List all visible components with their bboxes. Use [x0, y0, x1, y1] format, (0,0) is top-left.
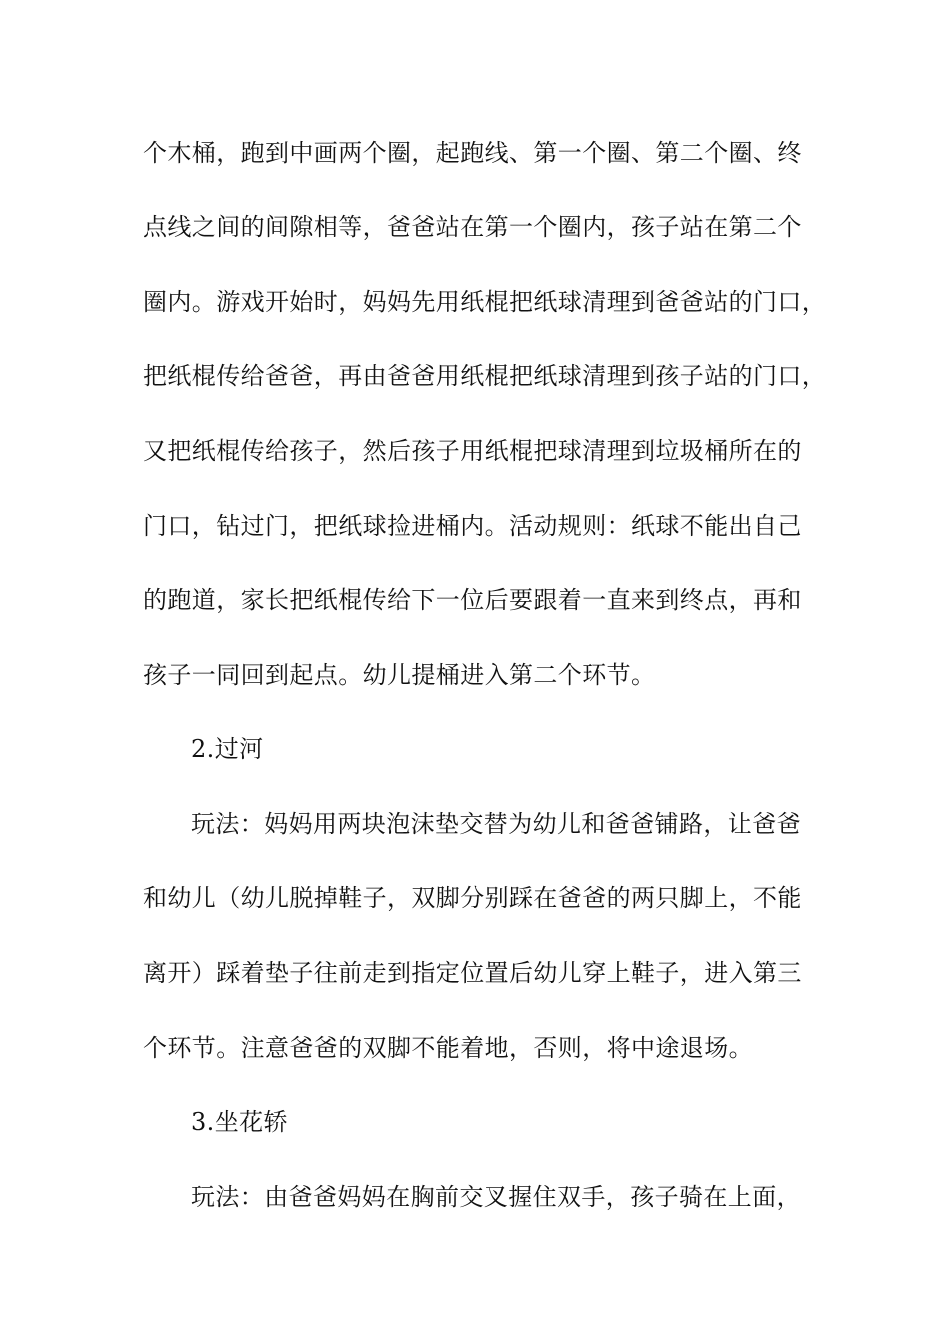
section-heading: 2.过河 — [191, 735, 264, 763]
paragraph-line: 离开）踩着垫子往前走到指定位置后幼儿穿上鞋子，进入第三 — [143, 959, 802, 987]
paragraph-line: 个木桶，跑到中画两个圈，起跑线、第一个圈、第二个圈、终 — [143, 139, 802, 167]
paragraph-line: 圈内。游戏开始时，妈妈先用纸棍把纸球清理到爸爸站的门口， — [143, 288, 827, 316]
paragraph-line: 门口，钻过门，把纸球捡进桶内。活动规则：纸球不能出自己 — [143, 512, 802, 540]
paragraph-line: 孩子一同回到起点。幼儿提桶进入第二个环节。 — [143, 661, 656, 689]
paragraph-line: 点线之间的间隙相等，爸爸站在第一个圈内，孩子站在第二个 — [143, 213, 802, 241]
paragraph-line: 和幼儿（幼儿脱掉鞋子，双脚分别踩在爸爸的两只脚上，不能 — [143, 884, 802, 912]
paragraph-line: 又把纸棍传给孩子，然后孩子用纸棍把球清理到垃圾桶所在的 — [143, 437, 802, 465]
section-heading: 3.坐花轿 — [191, 1108, 288, 1136]
paragraph-line: 玩法：妈妈用两块泡沫垫交替为幼儿和爸爸铺路，让爸爸 — [191, 810, 801, 838]
paragraph-line: 个环节。注意爸爸的双脚不能着地，否则，将中途退场。 — [143, 1034, 753, 1062]
paragraph-line: 的跑道，家长把纸棍传给下一位后要跟着一直来到终点，再和 — [143, 586, 802, 614]
paragraph-line: 把纸棍传给爸爸，再由爸爸用纸棍把纸球清理到孩子站的门口， — [143, 362, 827, 390]
paragraph-line: 玩法：由爸爸妈妈在胸前交叉握住双手，孩子骑在上面， — [191, 1183, 801, 1211]
